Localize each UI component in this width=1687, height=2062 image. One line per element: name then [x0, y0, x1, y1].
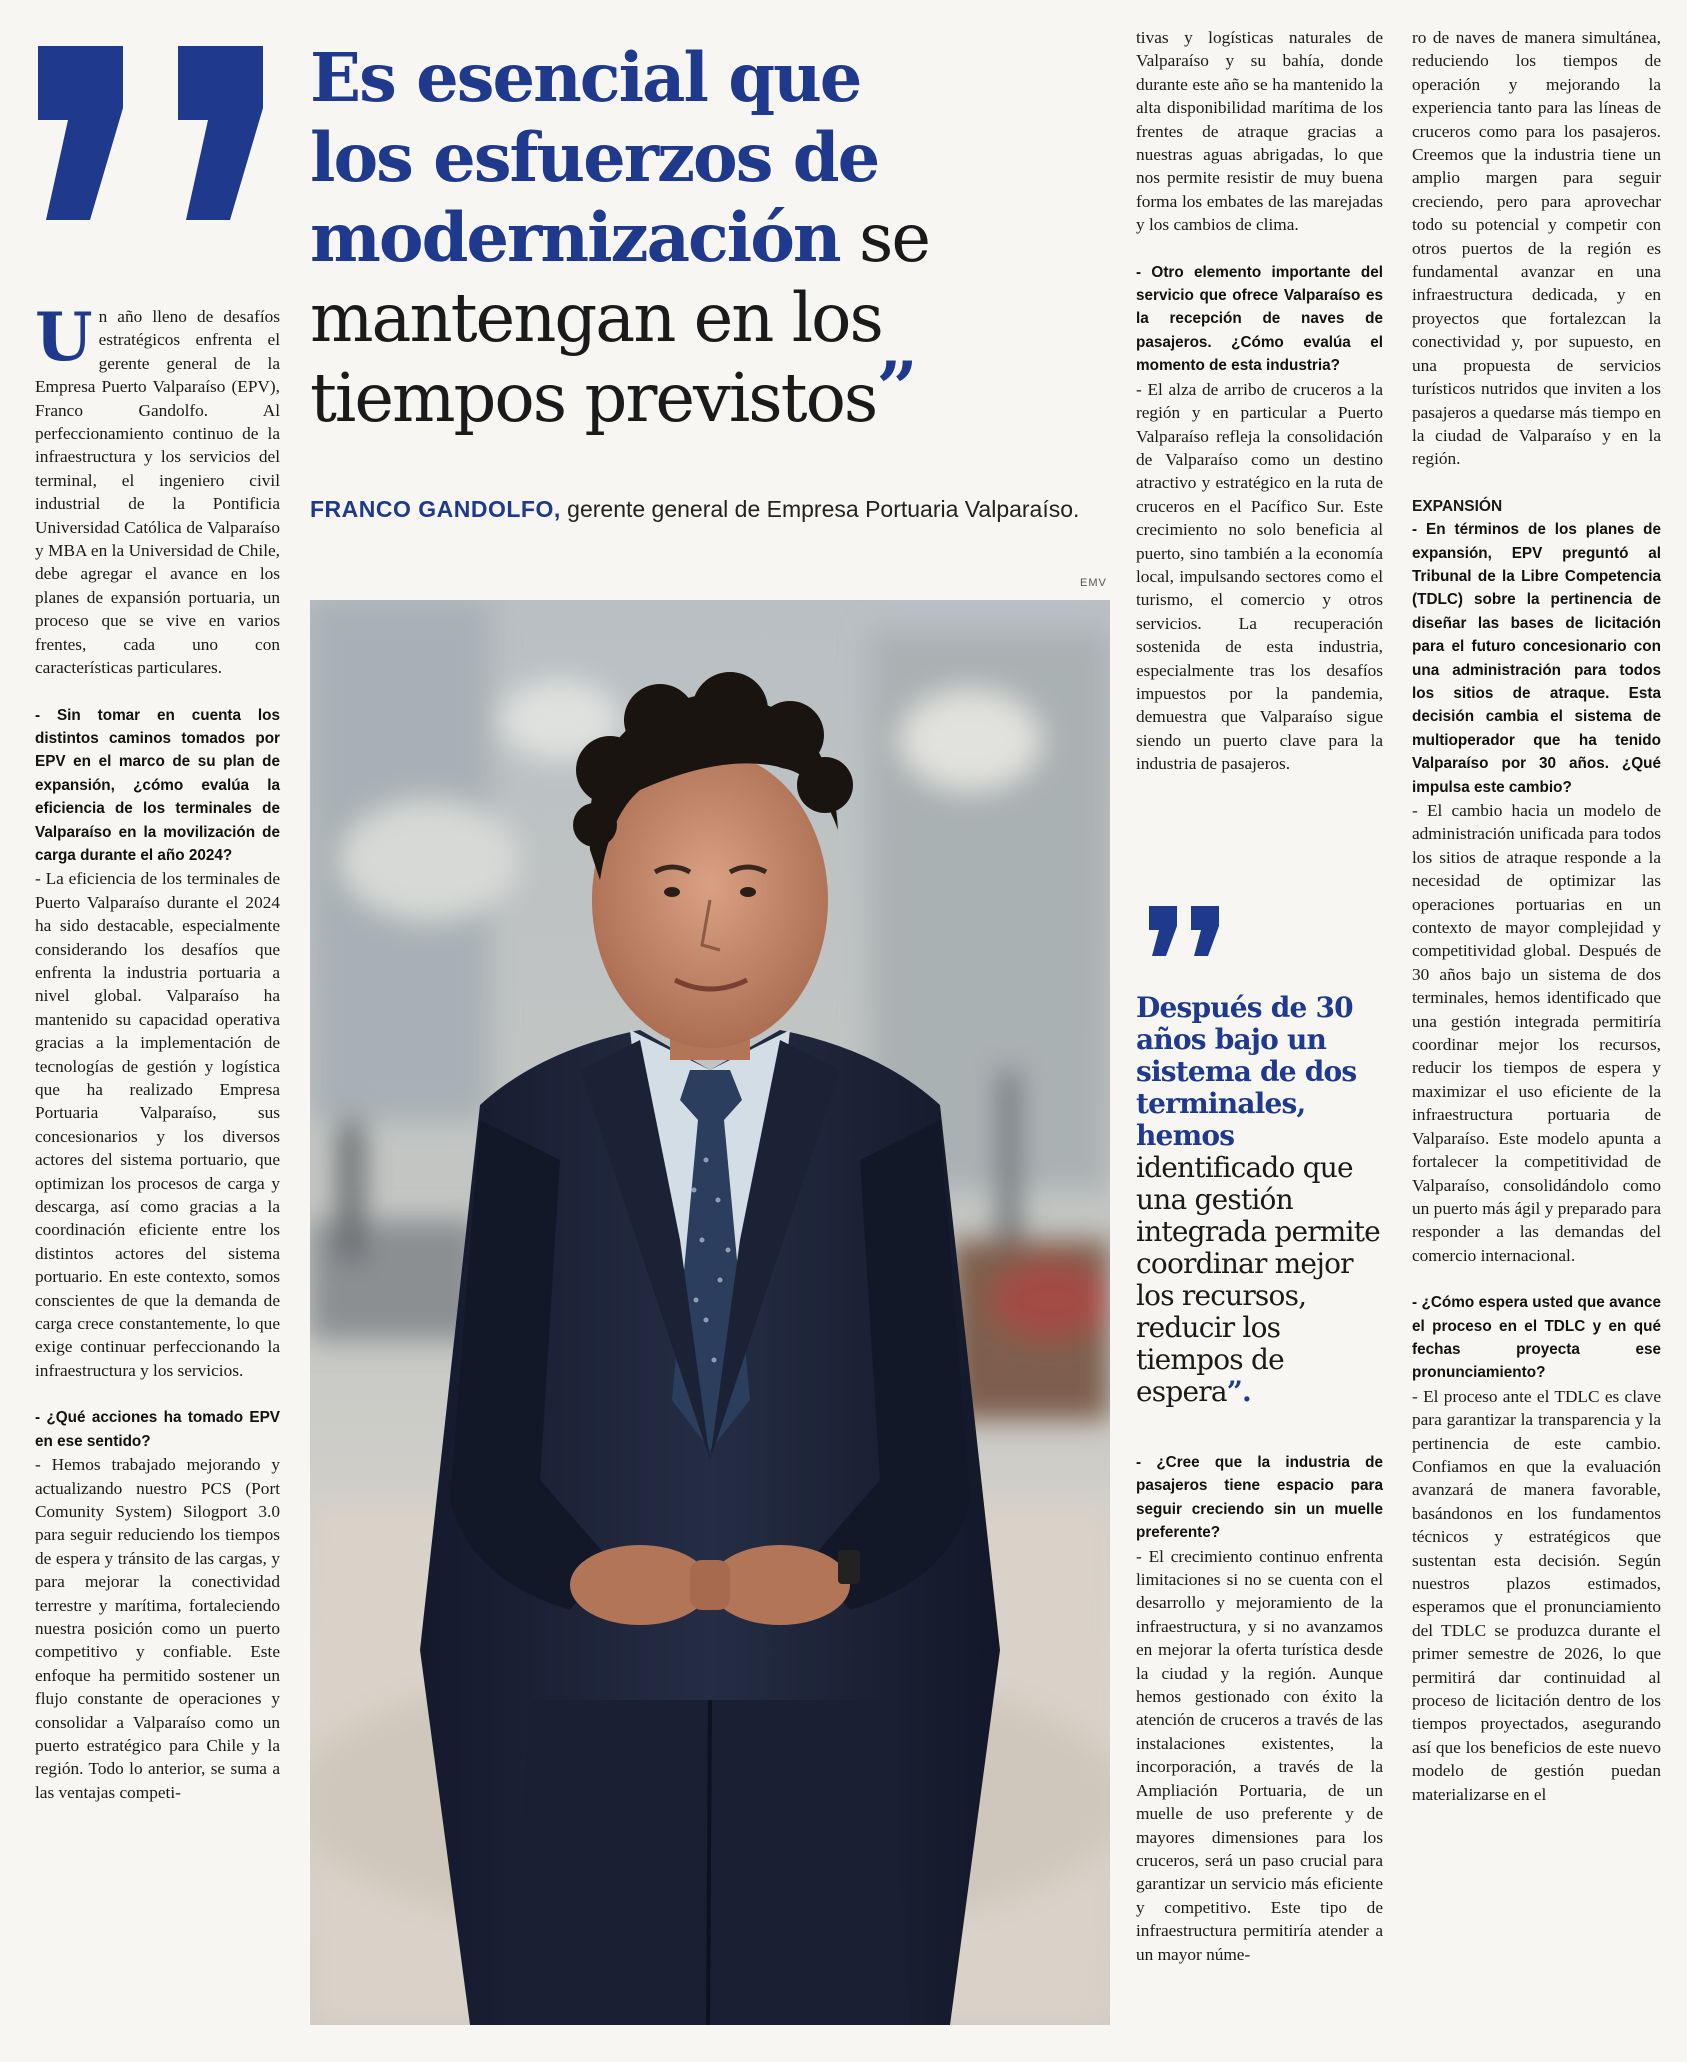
- column-1: [35, 298, 280, 1804]
- headline-line-5: tiempos previstos: [310, 359, 877, 437]
- column-3-bottom: [1136, 1451, 1383, 1966]
- headline-line-4: mantengan en los: [310, 279, 882, 357]
- lead-paragraph: [35, 298, 280, 680]
- photo-credit: EMV: [1080, 577, 1107, 589]
- headline-close-quote: ”: [876, 345, 916, 430]
- pull-quote-bold: Después de 30 años bajo un sistema de dos terminales, hemos: [1136, 991, 1357, 1152]
- byline-name: FRANCO GANDOLFO,: [310, 496, 561, 522]
- column-3-continuation: tivas y logísticas naturales de Valparaíso y su bahía, donde durante este año se ha mantenido la alta disponibilidad marítima de los frentes de atraque gracias a nuestras aguas abrigadas, lo que nos permite resistir de muy buena forma los embates de las marejadas y los cambios de clima.: [1136, 28, 1383, 235]
- section-heading: EXPANSIÓN: [1412, 497, 1503, 515]
- headline-line-3-tail: se: [839, 199, 929, 277]
- pull-quote-icon: [1145, 902, 1225, 960]
- headline-line-3: modernización: [310, 198, 840, 277]
- question-2: - ¿Qué acciones ha tomado EPV en ese sentido?: [35, 1409, 280, 1450]
- headline-line-1: Es esencial que: [310, 38, 861, 117]
- answer-2: - Hemos trabajado mejorando y actualizando nuestro PCS (Port Comunity System) Silogport 3.0 para seguir reduciendo los tiempos de espera y tránsito de las cargas, y para mejorar la conectividad terrestre y marítima, fortaleciendo nuestra posición como un puerto competitivo y confiable. Este enfoque ha permitido sostener un flujo constante de operaciones y consolidar a Valparaíso como un puerto estratégico para Chile y la región. Todo lo anterior, se suma a las ventajas competi-: [35, 1455, 280, 1802]
- answer-5: - El cambio hacia un modelo de administración unificada para todos los sitios de atraque responde a la necesidad de optimizar las operaciones portuarias en un contexto de mayor complejidad y competitividad global. Después de 30 años bajo un sistema de dos terminales, hemos identificado que una gestión integrada permitiría coordinar mejor los recursos, reducir los tiempos de espera y maximizar el uso eficiente de la infraestructura portuaria de Valparaíso. Este modelo apunta a fortalecer la competitividad de Valparaíso, consolidándolo como un puerto más ágil y preparado para responder a las demandas del comercio internacional.: [1412, 801, 1661, 1265]
- column-4-continuation: ro de naves de manera simultánea, reduciendo los tiempos de operación y mejorando la experiencia tanto para las líneas de cruceros como para los pasajeros. Creemos que la industria tiene un amplio margen para seguir creciendo, pero para aprovechar todo su potencial y competir con otros puertos de la región es fundamental avanzar en una infraestructura dedicada, y en proyectos que fortalezcan la conectividad y, por supuesto, en una propuesta de servicios turísticos nutridos que inviten a los pasajeros a quedarse más tiempo en la ciudad de Valparaíso y en la región.: [1412, 28, 1661, 469]
- question-5: - En términos de los planes de expansión, EPV preguntó al Tribunal de la Libre Competencia (TDLC) sobre la pertinencia de diseñar las bases de licitación para el futuro concesionario con una administración para todos los sitios de atraque. Esta decisión cambia el sistema de multioperador que ha tenido Valparaíso por 30 años. ¿Qué impulsa este cambio?: [1412, 521, 1661, 796]
- question-1: - Sin tomar en cuenta los distintos caminos tomados por EPV en el marco de su plan de expansión, ¿cómo evalúa la eficiencia de los terminales de Valparaíso en la movilización de carga durante el año 2024?: [35, 706, 280, 864]
- lead-text: n año lleno de desafíos estratégicos enfrenta el gerente general de la Empresa Puerto Valparaíso (EPV), Franco Gandolfo. Al perfeccionamiento continuo de la infraestructura y los servicios del terminal, el ingeniero civil industrial de la Pontificia Universidad Católica de Valparaíso y MBA en la Universidad de Chile, debe agregar el avance en los planes de expansión portuaria, un proceso que se vive en varios frentes, cada uno con características particulares.: [35, 307, 280, 678]
- answer-6: - El proceso ante el TDLC es clave para garantizar la transparencia y la pertinencia de este cambio. Confiamos en que la evaluación avanzará de manera favorable, basándonos en los fundamentos técnicos y estratégicos que sustentan esta decisión. Según nuestros plazos estimados, esperamos que el pronunciamiento del TDLC se produzca durante el primer semestre de 2026, lo que permitirá dar continuidad al proceso de licitación dentro de los tiempos proyectados, asegurando así que los beneficios de este nuevo modelo de gestión puedan materializarse en el: [1412, 1386, 1661, 1804]
- byline-role: gerente general de Empresa Portuaria Valparaíso.: [560, 496, 1080, 522]
- open-quote-icon: [28, 38, 298, 228]
- headline: [310, 38, 990, 438]
- drop-cap: U: [35, 298, 93, 376]
- byline: [310, 496, 1110, 523]
- question-6: - ¿Cómo espera usted que avance el proceso en el TDLC y en qué fechas proyecta ese pronunciamiento?: [1412, 1294, 1661, 1382]
- answer-3: - El alza de arribo de cruceros a la región y en particular a Puerto Valparaíso refleja la consolidación de Valparaíso como un destino atractivo y estratégico en la ruta de cruceros en el Pacífico Sur. Este crecimiento no solo beneficia al puerto, sino también a la economía local, impulsando sectores como el turismo, el comercio y otros servicios. La recuperación sostenida de esta industria, especialmente tras los desafíos impuestos por la pandemia, demuestra que Valparaíso sigue siendo un puerto clave para la industria de pasajeros.: [1136, 379, 1383, 774]
- question-3: - Otro elemento importante del servicio que ofrece Valparaíso es la recepción de naves de pasajeros. ¿Cómo evalúa el momento de esta industria?: [1136, 263, 1383, 375]
- column-4: [1412, 26, 1661, 1806]
- pull-quote-close: ”.: [1226, 1375, 1251, 1408]
- headline-line-2: los esfuerzos de: [310, 118, 879, 197]
- pull-quote-light: identificado que una gestión integrada permite coordinar mejor los recursos, reducir los tiempos de espera: [1136, 1151, 1380, 1408]
- pull-quote: [1136, 992, 1391, 1408]
- answer-4: - El crecimiento continuo enfrenta limitaciones si no se cuenta con el desarrollo y mejoramiento de la infraestructura, y si no avanzamos en mejorar la oferta turística desde la ciudad y la región. Aunque hemos gestionado con éxito la atención de cruceros a través de las instalaciones existentes, la incorporación, a través de la Ampliación Portuaria, de un muelle de uso preferente y de mayores dimensiones para los cruceros, será un paso crucial para garantizar un servicio más eficiente y competitivo. Este tipo de infraestructura permitiría atender a un mayor núme-: [1136, 1546, 1383, 1964]
- portrait-photo: [310, 600, 1110, 2025]
- question-4: - ¿Cree que la industria de pasajeros tiene espacio para seguir creciendo sin un muelle preferente?: [1136, 1454, 1383, 1542]
- answer-1: - La eficiencia de los terminales de Puerto Valparaíso durante el 2024 ha sido destacable, especialmente considerando los desafíos que enfrenta la industria portuaria a nivel global. Valparaíso ha mantenido su capacidad operativa gracias a la implementación de tecnologías de gestión y logística que ha realizado Empresa Portuaria Valparaíso, sus concesionarios y los diversos actores del sistema portuario, que optimizan los procesos de carga y descarga, así como gracias a la coordinación eficiente entre los distintos actores del sistema portuario. En este contexto, somos conscientes de que la demanda de carga crece constantemente, lo que exige continuar perfeccionando la infraestructura y los servicios.: [35, 869, 280, 1380]
- column-3: [1136, 26, 1383, 776]
